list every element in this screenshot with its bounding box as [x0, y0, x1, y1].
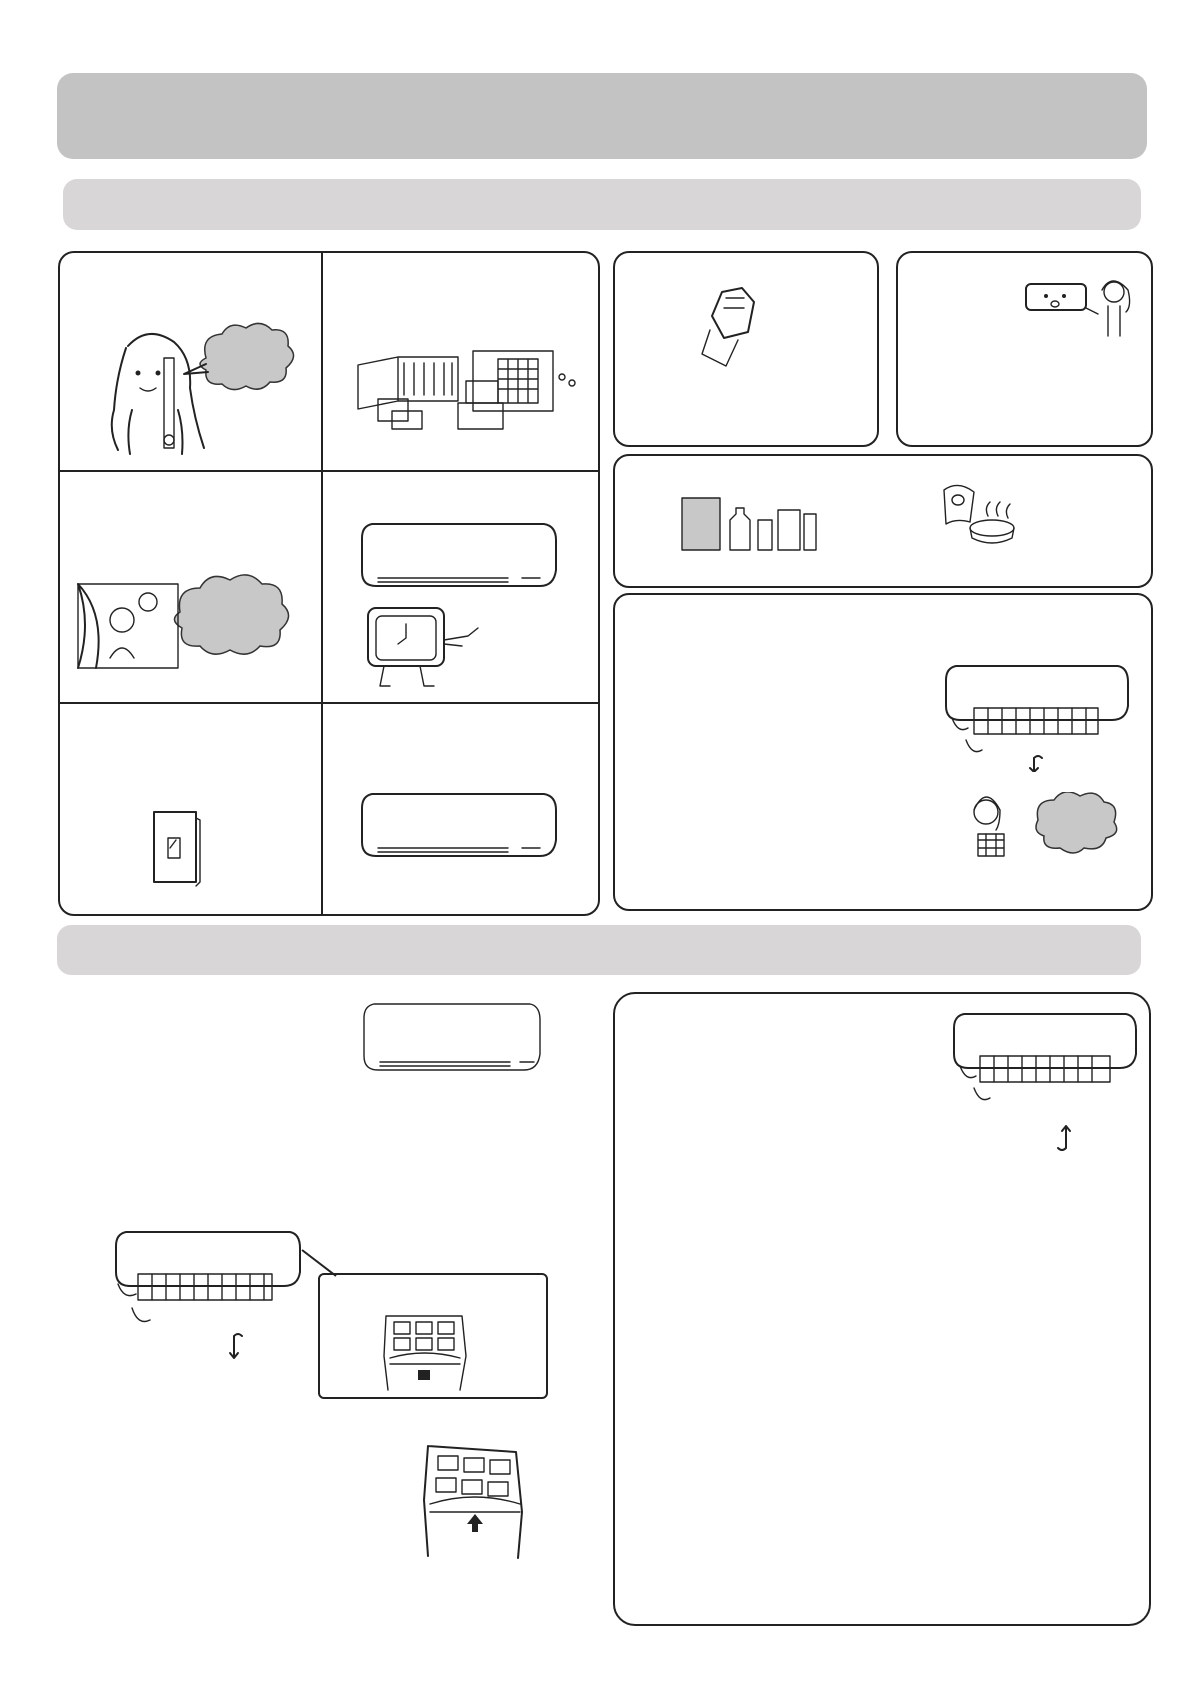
timer-clock-icon: [360, 600, 490, 692]
cloth-wipe-icon: [700, 284, 764, 368]
girl-filter-icon: [960, 792, 1120, 868]
chemical-bottles-icon: [678, 492, 818, 552]
callout-pointer: [300, 1248, 340, 1278]
blocked-unit-icon: [348, 345, 583, 435]
indoor-unit-icon: [358, 520, 558, 590]
filter-section-banner: [57, 925, 1141, 975]
indoor-unit-2-icon: [358, 790, 558, 860]
girl-thermometer-icon: [88, 318, 300, 458]
indoor-unit-3-icon: [360, 1000, 544, 1076]
filter-pull-icon: [108, 1228, 308, 1368]
care-section-banner: [63, 179, 1141, 230]
girl-curtain-icon: [72, 572, 304, 680]
filter-reinstall-icon: [950, 1010, 1140, 1160]
filter-removal-icon: [942, 662, 1132, 772]
title-banner: [57, 73, 1147, 159]
clean-panel-icon: [1022, 270, 1142, 340]
hot-water-icon: [940, 480, 1030, 546]
filter-frame-icon: [380, 1312, 470, 1392]
filter-insert-icon: [420, 1440, 530, 1560]
breaker-switch-icon: [150, 810, 202, 890]
